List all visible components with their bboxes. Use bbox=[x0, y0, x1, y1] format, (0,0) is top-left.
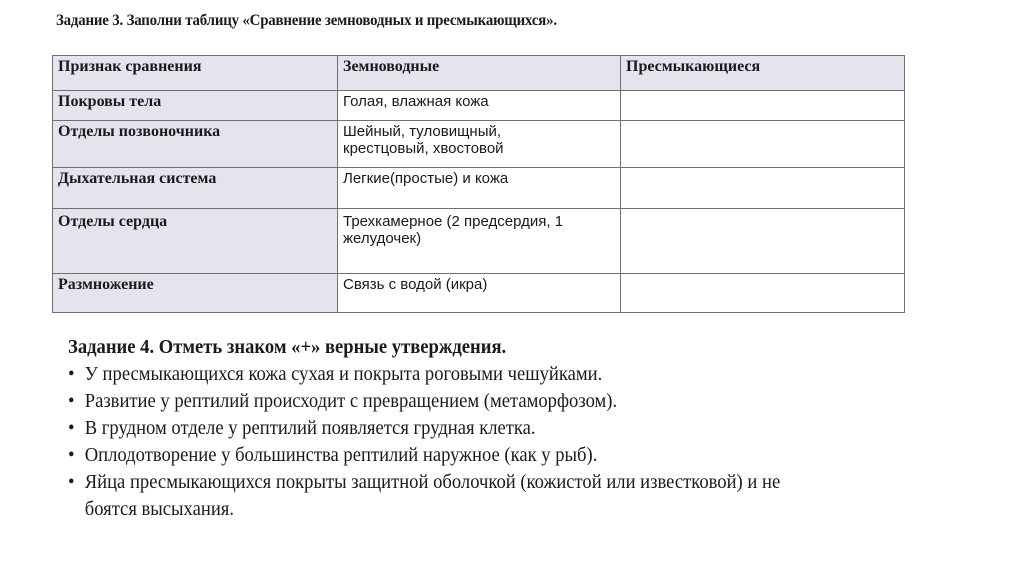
task4-block bbox=[68, 334, 846, 523]
header-feature: Признак сравнения bbox=[53, 56, 338, 91]
row-reptiles-input[interactable] bbox=[621, 209, 905, 274]
row-reptiles-input[interactable] bbox=[621, 274, 905, 313]
header-reptiles: Пресмыкающиеся bbox=[621, 56, 905, 91]
statement-text: Развитие у рептилий происходит с превращением (метаморфозом). bbox=[84, 390, 618, 412]
amphibians-text: Трехкамерное (2 предсердия, 1 желудочек) bbox=[343, 213, 564, 247]
statement-item[interactable] bbox=[68, 388, 792, 415]
table-row bbox=[53, 168, 905, 209]
row-reptiles-input[interactable] bbox=[621, 121, 905, 168]
statement-item[interactable] bbox=[68, 361, 792, 388]
table-row bbox=[53, 91, 905, 121]
statement-text: Оплодотворение у большинства рептилий наружное (как у рыб). bbox=[84, 444, 598, 466]
row-amphibians bbox=[338, 121, 621, 168]
row-reptiles-input[interactable] bbox=[621, 168, 905, 209]
bullet-icon: • bbox=[68, 363, 75, 385]
table-row bbox=[53, 209, 905, 274]
statement-item[interactable] bbox=[68, 442, 792, 469]
statement-text: У пресмыкающихся кожа сухая и покрыта роговыми чешуйками. bbox=[84, 363, 603, 385]
table-row bbox=[53, 121, 905, 168]
bullet-icon: • bbox=[68, 390, 75, 412]
row-amphibians: Связь с водой (икра) bbox=[338, 274, 621, 313]
row-feature: Отделы сердца bbox=[53, 209, 338, 274]
task4-title: Задание 4. Отметь знаком «+» верные утверждения. bbox=[68, 336, 507, 358]
row-feature: Дыхательная система bbox=[53, 168, 338, 209]
table-row bbox=[53, 274, 905, 313]
comparison-table bbox=[52, 55, 905, 313]
row-amphibians: Голая, влажная кожа bbox=[338, 91, 621, 121]
bullet-icon: • bbox=[68, 444, 75, 466]
amphibians-text: Шейный, туловищный, крестцовый, хвостовой bbox=[343, 123, 504, 157]
row-feature: Отделы позвоночника bbox=[53, 121, 338, 168]
statement-text: Яйца пресмыкающихся покрыты защитной оболочкой (кожистой или известковой) и не боятся высыхания. bbox=[84, 471, 781, 520]
bullet-icon: • bbox=[68, 417, 75, 439]
row-amphibians: Легкие(простые) и кожа bbox=[338, 168, 621, 209]
row-feature: Размножение bbox=[53, 274, 338, 313]
statement-list bbox=[68, 361, 846, 523]
task3-title: Задание 3. Заполни таблицу «Сравнение земноводных и пресмыкающихся». bbox=[56, 12, 557, 29]
table-header-row bbox=[53, 56, 905, 91]
row-reptiles-input[interactable] bbox=[621, 91, 905, 121]
header-amphibians: Земноводные bbox=[338, 56, 621, 91]
statement-item[interactable] bbox=[68, 415, 792, 442]
statement-text: В грудном отделе у рептилий появляется грудная клетка. bbox=[84, 417, 536, 439]
statement-item[interactable] bbox=[68, 469, 792, 523]
bullet-icon: • bbox=[68, 471, 75, 493]
row-amphibians bbox=[338, 209, 621, 274]
row-feature: Покровы тела bbox=[53, 91, 338, 121]
